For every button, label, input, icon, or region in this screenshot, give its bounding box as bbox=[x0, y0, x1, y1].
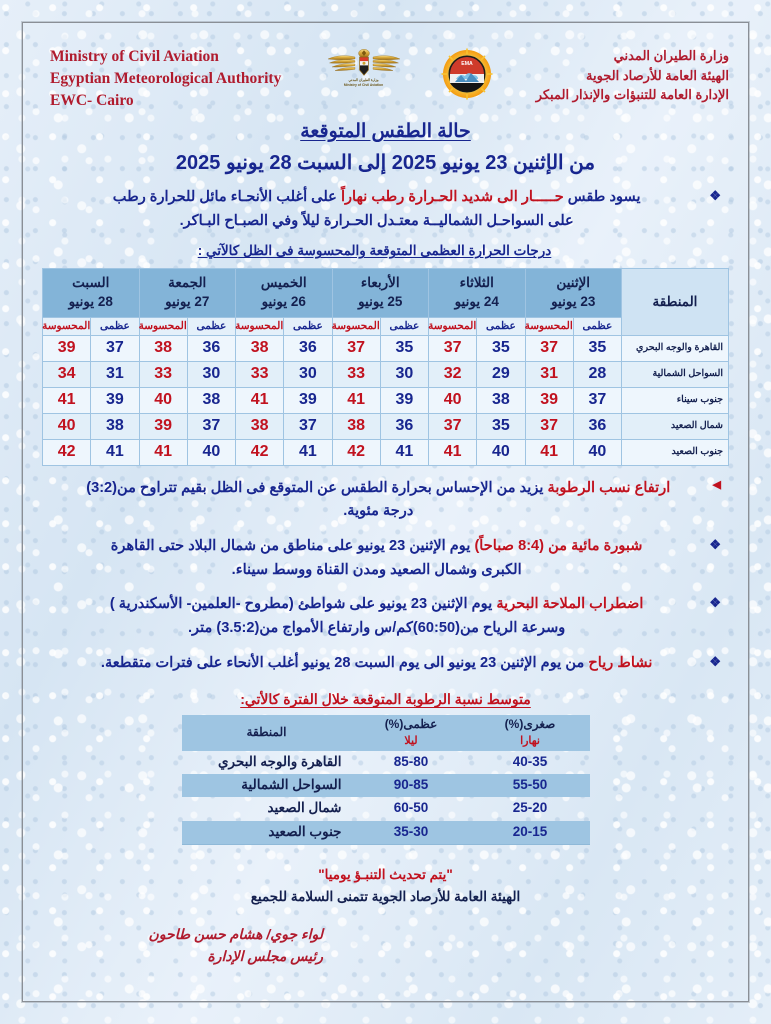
header-english-authority bbox=[50, 46, 281, 112]
diamond-bullet-icon: ❖ bbox=[709, 595, 721, 611]
bullet-text bbox=[50, 593, 703, 640]
document-header bbox=[28, 28, 743, 112]
humidity-max-value: 60-50 bbox=[393, 800, 429, 816]
humidity-min-value: 55-50 bbox=[471, 774, 590, 797]
temperature-max-value: 30 bbox=[187, 361, 235, 387]
temperature-max-value: 39 bbox=[380, 387, 428, 413]
temperature-max-subheader: عظمى bbox=[187, 317, 235, 335]
temperature-day-header bbox=[429, 269, 526, 317]
humidity-region-name: القاهرة والوجه البحري bbox=[217, 753, 342, 769]
temperature-feels-subheader: المحسوسة bbox=[525, 317, 573, 335]
humidity-region-name: السواحل الشمالية bbox=[182, 774, 352, 797]
table-row bbox=[43, 361, 729, 387]
table-row bbox=[43, 387, 729, 413]
temperature-max-value: 40 bbox=[477, 439, 525, 465]
temperature-max-value: 39 bbox=[284, 387, 332, 413]
humidity-max-label: عظمى(%) bbox=[384, 717, 438, 732]
temperature-max-value: 40 bbox=[573, 439, 621, 465]
temperature-max-value: 36 bbox=[284, 335, 332, 361]
civil-aviation-wings-logo bbox=[325, 48, 403, 100]
day-date: 24 يونيو bbox=[454, 293, 499, 309]
humidity-table bbox=[182, 715, 590, 845]
temperature-table-body bbox=[43, 335, 729, 465]
humidity-max-value: 35-30 bbox=[352, 821, 471, 845]
daily-update-note: "يتم تحديث التنبـؤ يوميا" bbox=[318, 866, 453, 882]
bullet-body-text-line2: وسرعة الرياح من(60:50)كم/س وارتفاع الأمواج من(3.5:2) متر. bbox=[187, 619, 566, 636]
temperature-feels-value: 33 bbox=[139, 361, 187, 387]
bullet-text bbox=[50, 535, 703, 582]
bullet-highlight-text: شبورة مائية من (8:4 صباحاً) bbox=[470, 538, 643, 554]
temperature-max-value: 37 bbox=[91, 335, 139, 361]
temperature-table-head bbox=[43, 269, 729, 335]
temperature-region-name: السواحل الشمالية bbox=[622, 361, 729, 387]
temperature-feels-value: 40 bbox=[429, 387, 477, 413]
temperature-table-caption: درجات الحرارة العظمى المتوقعة والمحسوسة فى الظل كالآتي : bbox=[197, 243, 552, 259]
diamond-bullet-icon: ❖ bbox=[709, 188, 721, 203]
temperature-max-subheader: عظمى bbox=[91, 317, 139, 335]
temperature-max-value: 41 bbox=[91, 439, 139, 465]
temperature-feels-value: 31 bbox=[525, 361, 573, 387]
temperature-feels-value: 39 bbox=[525, 387, 573, 413]
intro-line1-highlight: حـــــار الى شديد الحـرارة رطب نهاراً bbox=[340, 189, 564, 205]
temperature-day-header bbox=[525, 269, 622, 317]
temperature-feels-value: 41 bbox=[429, 439, 477, 465]
bullet-highlight-text: اضطراب الملاحة البحرية bbox=[492, 596, 644, 613]
humidity-table-body bbox=[182, 751, 590, 845]
bullet-highlight-text: ارتفاع نسب الرطوبة bbox=[543, 479, 671, 496]
temperature-feels-value: 38 bbox=[236, 335, 284, 361]
temperature-max-value: 41 bbox=[380, 439, 428, 465]
temperature-feels-value: 39 bbox=[43, 335, 91, 361]
temperature-day-header-row bbox=[43, 269, 729, 317]
document-content bbox=[28, 28, 743, 996]
forecast-bullet bbox=[50, 477, 721, 524]
temperature-feels-value: 40 bbox=[43, 413, 91, 439]
table-row bbox=[182, 774, 590, 797]
bullet-body-text: يزيد من الإحساس بحرارة الطقس عن المتوقع فى الظل بقيم تتراوح من(3:2) bbox=[86, 479, 544, 496]
diamond-bullet-icon: ❖ bbox=[709, 537, 721, 552]
temperature-region-name: شمال الصعيد bbox=[622, 413, 729, 439]
wings-emblem-icon bbox=[325, 48, 403, 82]
temperature-day-header bbox=[43, 269, 140, 317]
temperature-max-value: 37 bbox=[573, 387, 621, 413]
bullet-body-text: من يوم الإثنين 23 يونيو الى يوم السبت 28 يونيو أغلب الأنحاء على فترات متقطعة. bbox=[100, 654, 585, 671]
temperature-day-header bbox=[236, 269, 333, 317]
day-name: السبت bbox=[72, 275, 110, 291]
signature-name: لواء جوي/ هشام حسن طاحون bbox=[148, 925, 323, 942]
temperature-feels-value: 41 bbox=[332, 387, 380, 413]
header-ar-line-1: وزارة الطيران المدني bbox=[613, 48, 729, 63]
temperature-max-value: 35 bbox=[477, 335, 525, 361]
day-date: 26 يونيو bbox=[261, 293, 306, 309]
humidity-header-row bbox=[182, 715, 590, 751]
temperature-max-value: 37 bbox=[284, 413, 332, 439]
temperature-region-name: جنوب الصعيد bbox=[622, 439, 729, 465]
temperature-feels-value: 37 bbox=[429, 335, 477, 361]
temperature-max-value: 36 bbox=[380, 413, 428, 439]
temperature-max-value: 41 bbox=[284, 439, 332, 465]
day-date: 25 يونيو bbox=[358, 293, 403, 309]
temperature-feels-value: 33 bbox=[332, 361, 380, 387]
temperature-feels-subheader: المحسوسة bbox=[139, 317, 187, 335]
temperature-feels-value: 41 bbox=[525, 439, 573, 465]
temperature-feels-subheader: المحسوسة bbox=[43, 317, 91, 335]
day-name: الخميس bbox=[260, 275, 307, 291]
temperature-max-value: 38 bbox=[187, 387, 235, 413]
organization-safety-message: الهيئة العامة للأرصاد الجوية تتمنى السلامة للجميع bbox=[250, 888, 521, 904]
temperature-table bbox=[42, 268, 729, 465]
temperature-max-subheader: عظمى bbox=[573, 317, 621, 335]
temperature-max-value: 31 bbox=[91, 361, 139, 387]
triangle-bullet-icon: ◀ bbox=[712, 478, 721, 491]
header-ar-line-3: الإدارة العامة للتنبؤات والإنذار المبكر bbox=[535, 87, 729, 102]
temperature-feels-value: 42 bbox=[43, 439, 91, 465]
humidity-max-value: 85-80 bbox=[393, 753, 429, 769]
forecast-bullet bbox=[50, 535, 721, 582]
temperature-max-value: 37 bbox=[187, 413, 235, 439]
humidity-min-label: صغرى(%) bbox=[504, 717, 556, 732]
table-row bbox=[182, 821, 590, 845]
table-row bbox=[43, 413, 729, 439]
temperature-feels-value: 41 bbox=[236, 387, 284, 413]
humidity-min-value: 40-35 bbox=[512, 753, 548, 769]
temperature-max-value: 30 bbox=[380, 361, 428, 387]
header-arabic-authority bbox=[536, 46, 729, 105]
wings-caption-ar: وزارة الطيران المدني bbox=[348, 78, 379, 82]
temperature-max-value: 38 bbox=[477, 387, 525, 413]
wings-logo-caption bbox=[325, 78, 403, 88]
humidity-col-min bbox=[471, 715, 590, 751]
humidity-col-region bbox=[182, 715, 352, 751]
temperature-feels-subheader: المحسوسة bbox=[429, 317, 477, 335]
temperature-table-container bbox=[28, 259, 743, 465]
intro-bullet-block bbox=[28, 186, 743, 233]
temperature-max-value: 36 bbox=[573, 413, 621, 439]
temperature-max-value: 35 bbox=[573, 335, 621, 361]
temperature-feels-value: 33 bbox=[236, 361, 284, 387]
bullet-highlight-text: نشاط رياح bbox=[584, 654, 653, 671]
humidity-min-sublabel: نهارا bbox=[520, 734, 540, 747]
temperature-feels-value: 37 bbox=[525, 413, 573, 439]
humidity-col-max bbox=[352, 715, 471, 751]
intro-line1-part-b: على أغلب الأنحـاء مائل للحرارة رطب bbox=[112, 189, 341, 205]
temperature-feels-value: 41 bbox=[43, 387, 91, 413]
forecast-bullet bbox=[50, 652, 721, 676]
day-name: الجمعة bbox=[168, 275, 207, 291]
temperature-max-subheader: عظمى bbox=[380, 317, 428, 335]
intro-bullet bbox=[50, 186, 721, 233]
temperature-max-value: 35 bbox=[380, 335, 428, 361]
signature-block bbox=[28, 923, 743, 968]
temperature-max-value: 29 bbox=[477, 361, 525, 387]
humidity-min-value: 20-15 bbox=[471, 821, 590, 845]
temperature-feels-value: 39 bbox=[139, 413, 187, 439]
temperature-feels-value: 34 bbox=[43, 361, 91, 387]
bullet-body-text: يوم الإثنين 23 يونيو على شواطئ (مطروح -العلمين- الأسكندرية ) bbox=[109, 596, 493, 613]
table-row bbox=[43, 439, 729, 465]
bullet-body-text: يوم الإثنين 23 يونيو على مناطق من شمال البلاد حتى القاهرة bbox=[110, 538, 471, 554]
temperature-feels-value: 40 bbox=[139, 387, 187, 413]
header-ar-line-2: الهيئة العامة للأرصاد الجوية bbox=[585, 67, 729, 83]
temperature-max-value: 38 bbox=[91, 413, 139, 439]
temperature-feels-value: 32 bbox=[429, 361, 477, 387]
header-en-line-3: EWC- Cairo bbox=[50, 92, 134, 109]
temperature-feels-value: 42 bbox=[236, 439, 284, 465]
table-row bbox=[43, 335, 729, 361]
bullet-text bbox=[50, 477, 707, 524]
signature-title: رئيس مجلس الإدارة bbox=[207, 948, 323, 965]
humidity-max-value: 90-85 bbox=[352, 774, 471, 797]
humidity-region-name: جنوب الصعيد bbox=[182, 821, 352, 845]
day-date: 23 يونيو bbox=[551, 293, 596, 309]
temperature-max-subheader: عظمى bbox=[284, 317, 332, 335]
table-row bbox=[182, 797, 590, 820]
day-name: الإثنين bbox=[556, 275, 591, 291]
bullet-body-text-line2: درجة مئوية. bbox=[343, 503, 414, 520]
temperature-feels-value: 37 bbox=[332, 335, 380, 361]
header-en-line-2: Egyptian Meteorological Authority bbox=[50, 70, 282, 87]
intro-line1-part-a: يسود طقس bbox=[563, 189, 641, 205]
temperature-feels-subheader: المحسوسة bbox=[332, 317, 380, 335]
temperature-max-value: 36 bbox=[187, 335, 235, 361]
humidity-max-sublabel: ليلا bbox=[404, 734, 418, 747]
day-name: الأربعاء bbox=[360, 275, 400, 291]
temperature-max-value: 39 bbox=[91, 387, 139, 413]
humidity-table-container bbox=[28, 715, 743, 845]
temperature-feels-value: 38 bbox=[139, 335, 187, 361]
temperature-feels-value: 41 bbox=[139, 439, 187, 465]
intro-line2: على السواحـل الشماليــة معتـدل الحـرارة ليلاً وفي الصبـاح البـاكر. bbox=[179, 212, 574, 229]
ema-sunburst-icon bbox=[441, 48, 493, 100]
temperature-feels-value: 42 bbox=[332, 439, 380, 465]
humidity-region-label: المنطقة bbox=[246, 724, 287, 739]
day-name: الثلاثاء bbox=[459, 275, 494, 291]
temperature-max-value: 35 bbox=[477, 413, 525, 439]
ema-badge-text: EMA bbox=[460, 61, 473, 67]
temperature-region-header: المنطقة bbox=[622, 269, 729, 335]
day-date: 28 يونيو bbox=[68, 293, 113, 309]
temperature-max-value: 30 bbox=[284, 361, 332, 387]
forecast-bullet bbox=[50, 593, 721, 640]
temperature-day-header bbox=[139, 269, 236, 317]
temperature-feels-value: 38 bbox=[236, 413, 284, 439]
logo-group bbox=[325, 48, 493, 100]
page-title: حالة الطقس المتوقعة bbox=[300, 121, 471, 142]
forecast-bullets bbox=[28, 477, 743, 675]
humidity-min-value: 25-20 bbox=[512, 800, 548, 816]
wings-caption-en: Ministry of Civil Aviation bbox=[343, 83, 384, 88]
temperature-region-name: جنوب سيناء bbox=[622, 387, 729, 413]
header-en-line-1: Ministry of Civil Aviation bbox=[50, 48, 219, 65]
temperature-feels-value: 37 bbox=[525, 335, 573, 361]
table-row bbox=[182, 751, 590, 774]
temperature-max-value: 40 bbox=[187, 439, 235, 465]
temperature-max-value: 28 bbox=[573, 361, 621, 387]
diamond-bullet-icon: ❖ bbox=[709, 653, 721, 669]
humidity-table-caption: متوسط نسبة الرطوبة المتوقعة خلال الفترة كالأتي: bbox=[240, 691, 531, 708]
temperature-feels-subheader: المحسوسة bbox=[236, 317, 284, 335]
temperature-region-name: القاهرة والوجه البحري bbox=[622, 335, 729, 361]
humidity-region-name: شمال الصعيد bbox=[267, 800, 342, 816]
ema-badge-logo bbox=[441, 48, 493, 100]
bullet-body-text-line2: الكبرى وشمال الصعيد ومدن القناة ووسط سيناء. bbox=[231, 561, 522, 578]
bullet-text bbox=[50, 652, 703, 676]
day-date: 27 يونيو bbox=[165, 293, 210, 309]
temperature-day-header bbox=[332, 269, 429, 317]
humidity-table-head bbox=[182, 715, 590, 751]
temperature-feels-value: 38 bbox=[332, 413, 380, 439]
temperature-max-subheader: عظمى bbox=[477, 317, 525, 335]
forecast-date-range: من الإثنين 23 يونيو 2025 إلى السبت 28 يونيو 2025 bbox=[175, 152, 596, 174]
temperature-feels-value: 37 bbox=[429, 413, 477, 439]
